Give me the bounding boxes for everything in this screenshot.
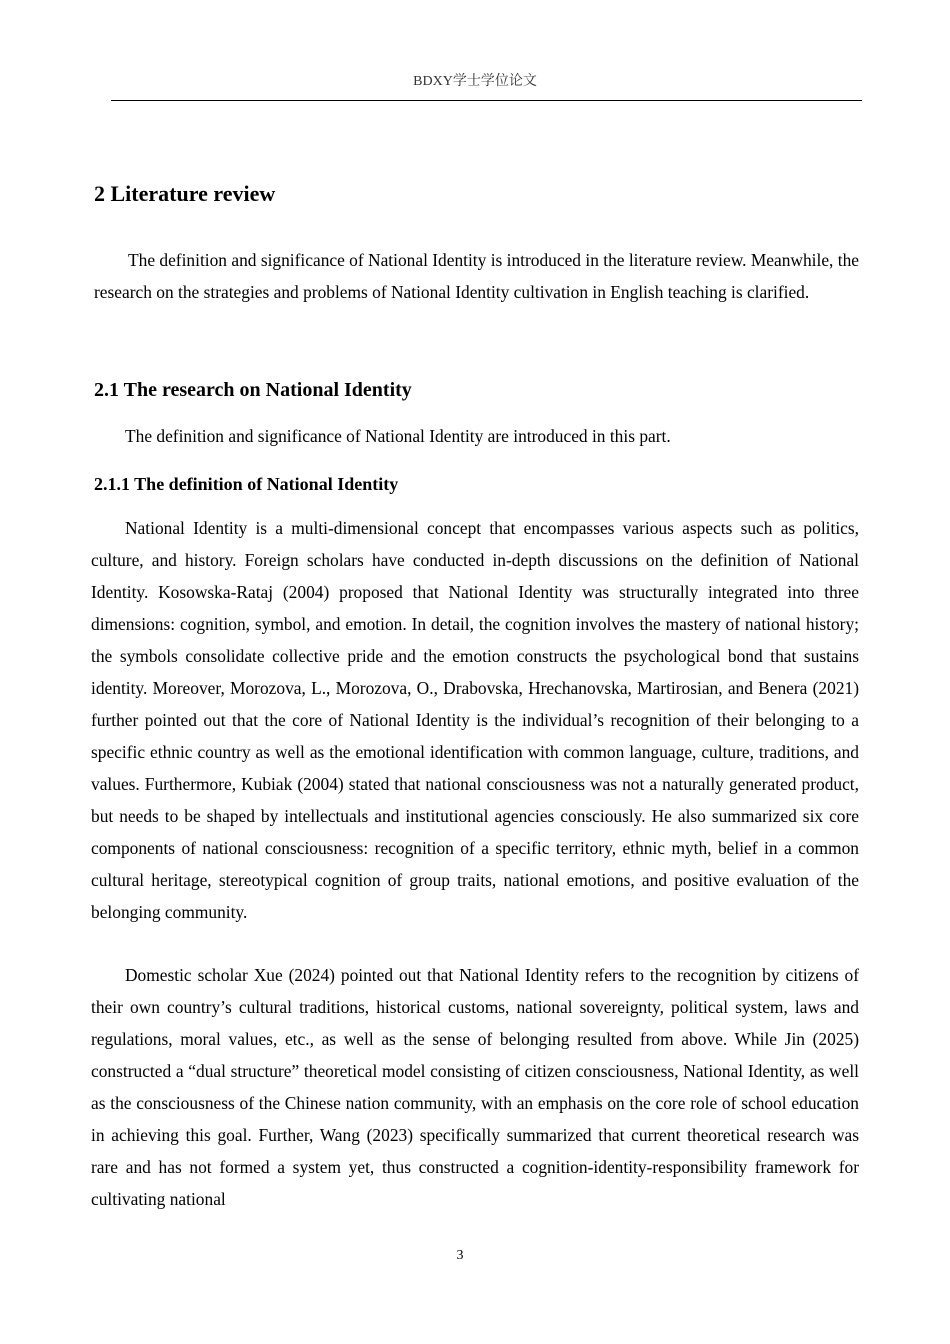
- section-2-1-intro-paragraph: The definition and significance of National Identity are introduced in this part.: [125, 426, 671, 446]
- body-paragraph-foreign-scholars: National Identity is a multi-dimensional concept that encompasses various aspects such as politics, culture, and history. Foreign scholars have conducted in-depth discussions on the definition of National Identity. Kosowska-Rataj (2004) proposed that National Identity was structurally integrated into three dimensions: cognition, symbol, and emotion. In detail, the cognition involves the mastery of national history; the symbols consolidate collective pride and the emotion constructs the psychological bond that sustains identity. Moreover, Morozova, L., Morozova, O., Drabovska, Hrechanovska, Martirosian, and Benera (2021) further pointed out that the core of National Identity is the individual’s recognition of their belonging to a specific ethnic country as well as the emotional identification with common language, culture, traditions, and values. Furthermore, Kubiak (2004) stated that national consciousness was not a naturally generated product, but needs to be shaped by intellectuals and institutional agencies consciously. He also summarized six core components of national consciousness: recognition of a specific territory, ethnic myth, belief in a common cultural heritage, stereotypical cognition of group traits, national emotions, and positive evaluation of the belonging community.: [91, 518, 859, 922]
- chapter-title: 2 Literature review: [94, 181, 276, 206]
- body-paragraph-domestic-scholars: Domestic scholar Xue (2024) pointed out that National Identity refers to the recognition by citizens of their own country’s cultural traditions, historical customs, national sovereignty, political system, laws and regulations, moral values, etc., as well as the sense of belonging resulted from above. While Jin (2025) constructed a “dual structure” theoretical model consisting of citizen consciousness, National Identity, as well as the consciousness of the Chinese nation community, with an emphasis on the core role of school education in achieving this goal. Further, Wang (2023) specifically summarized that current theoretical research was rare and has not formed a system yet, thus constructed a cognition-identity-responsibility framework for cultivating national: [91, 965, 859, 1209]
- section-2-1-title: 2.1 The research on National Identity: [94, 379, 412, 401]
- header-rule: [111, 100, 862, 101]
- running-header: BDXY学士学位论文: [413, 74, 537, 89]
- page-number: 3: [456, 1248, 464, 1263]
- section-2-1-1-title: 2.1.1 The definition of National Identity: [94, 474, 399, 494]
- chapter-intro-paragraph: The definition and significance of National Identity is introduced in the literature review. Meanwhile, the research on the strategies and problems of National Identity cultivation in English teaching is clarified.: [94, 250, 859, 302]
